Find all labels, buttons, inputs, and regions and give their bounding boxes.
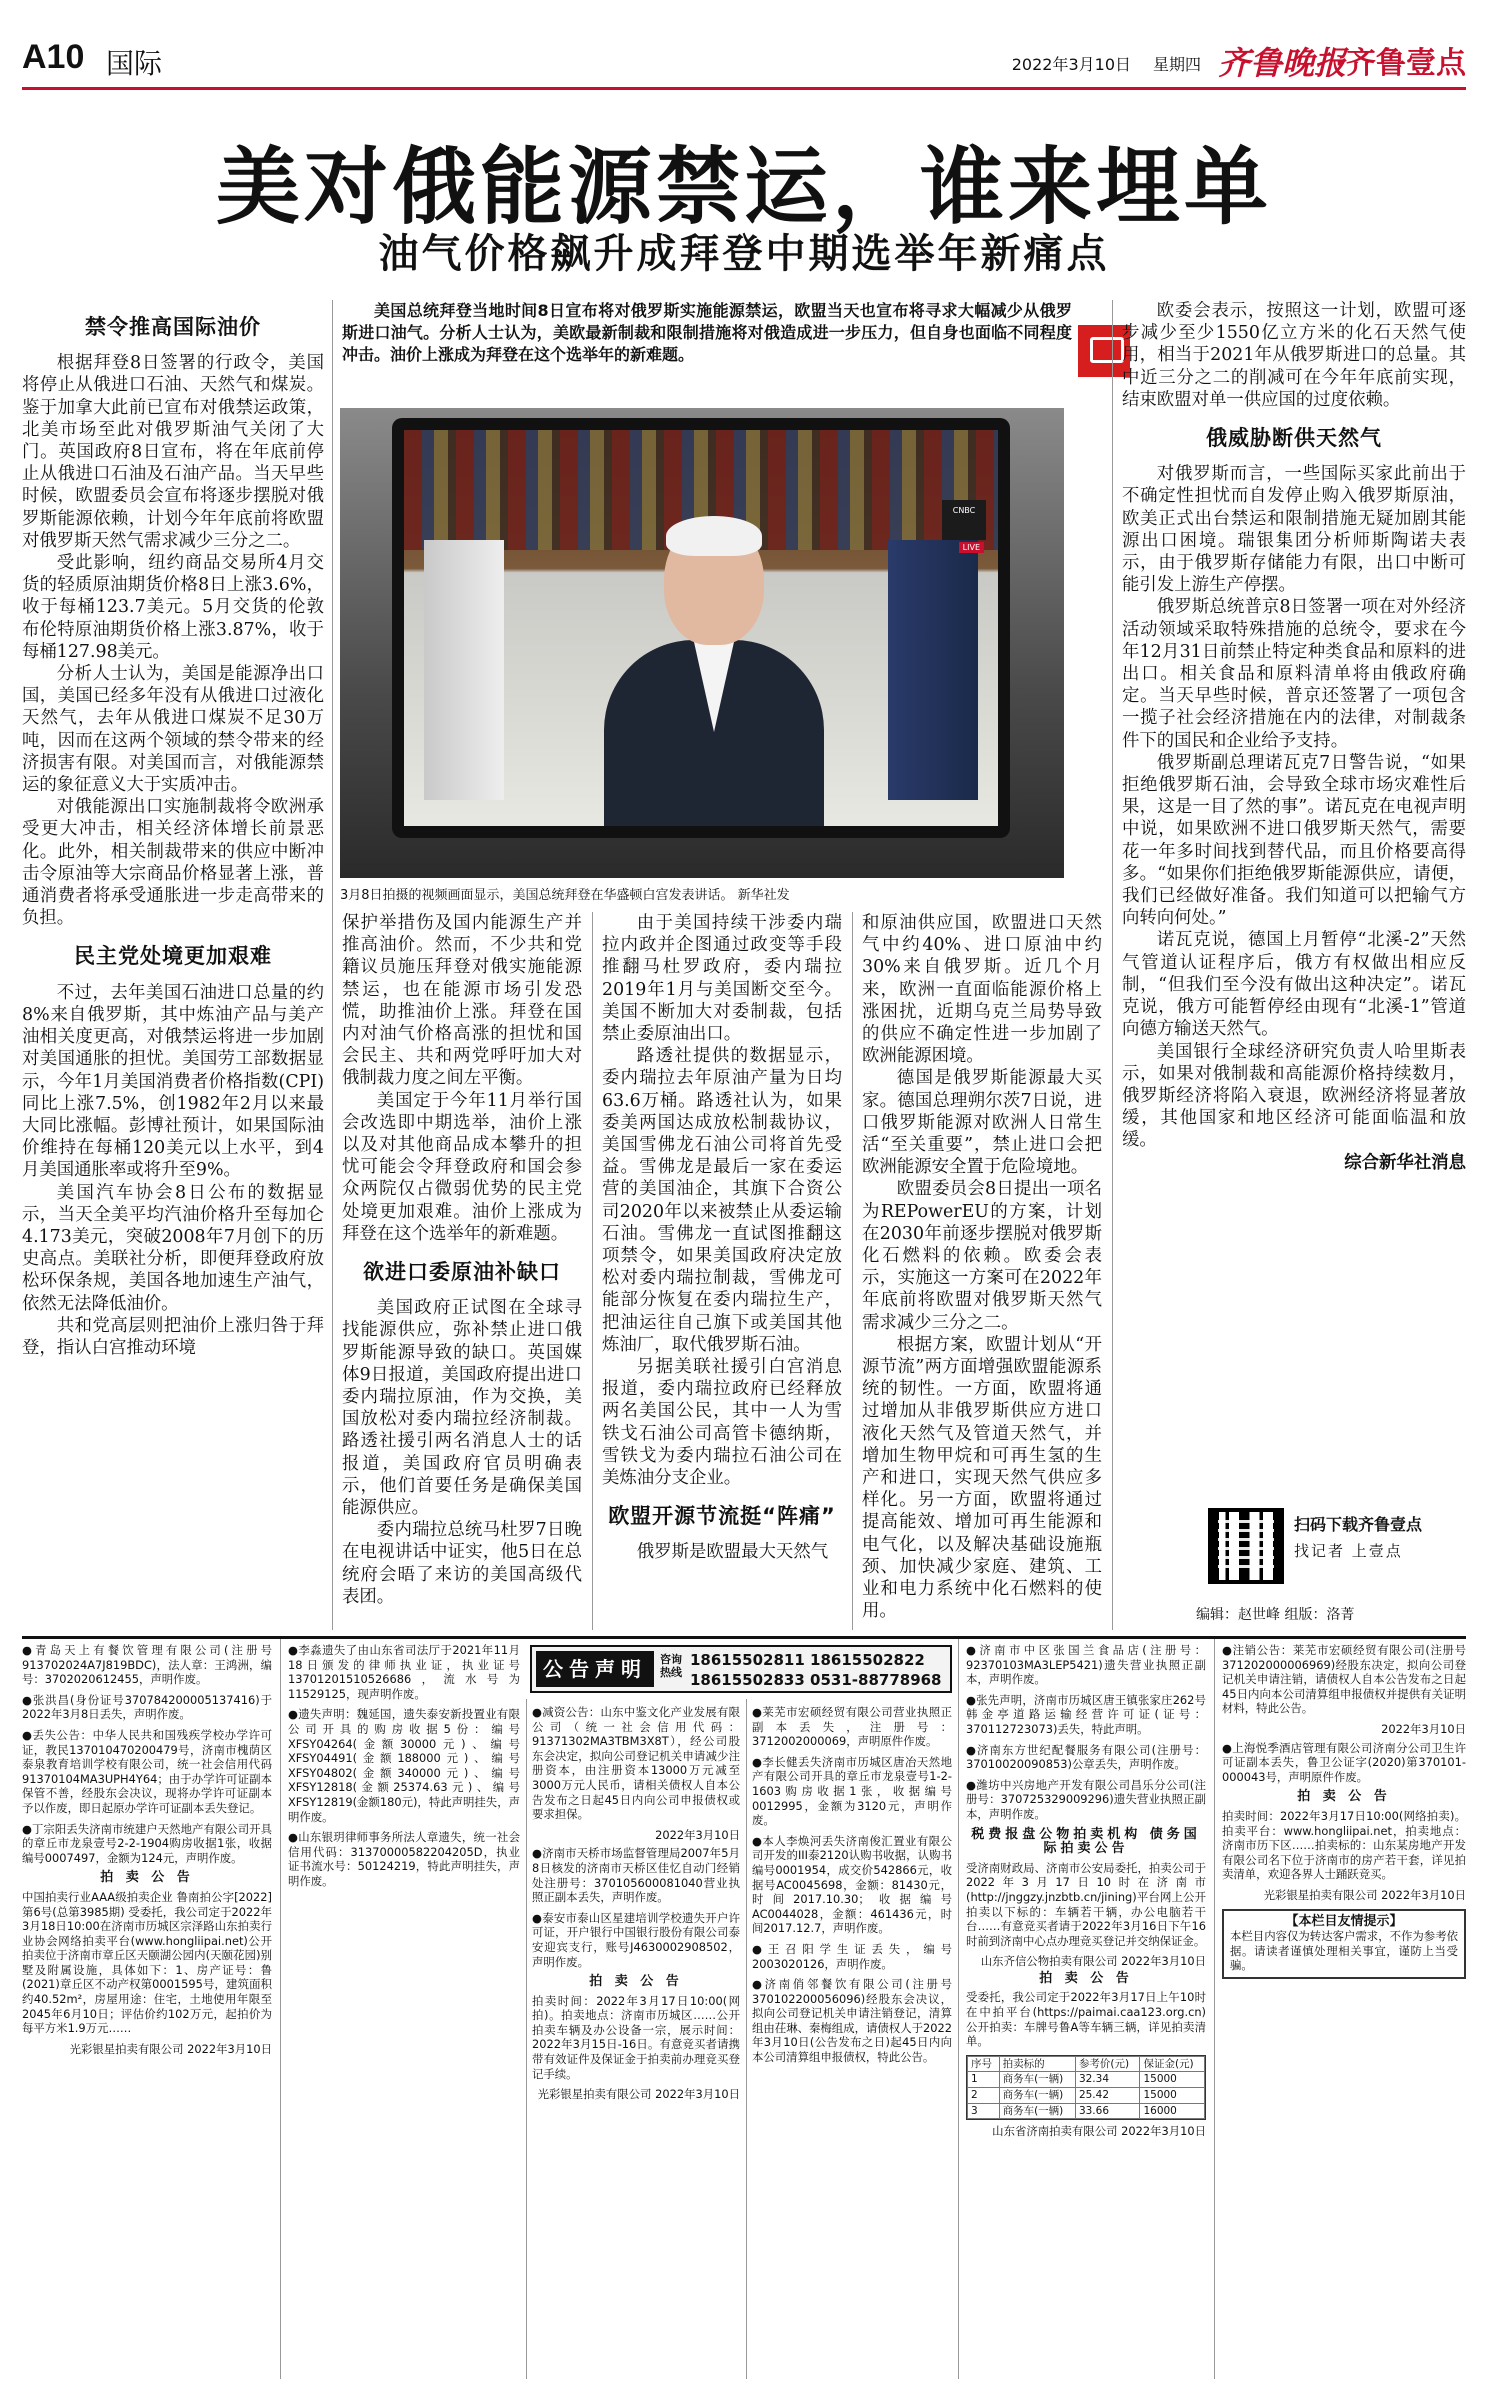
price-table-cell: 32.34 — [1075, 2072, 1140, 2088]
qr-code[interactable] — [1208, 1508, 1284, 1584]
paragraph: 不过，去年美国石油进口总量的约8%来自俄罗斯，其中炼油产品与美产油相关度更高，对俄禁运将进一步加剧对美国通胀的担忧。美国劳工部数据显示，今年1月美国消费者价格指数(CPI)同比上涨7.5%，创1982年2月以来最大同比涨幅。彭博社预计，如果国际油价维持在每桶120美元以上水平，到4月美国通胀率或将升至9%。 — [22, 982, 324, 1181]
paragraph: 美国定于今年11月举行国会改选即中期选举，油价上涨以及对其他商品成本攀升的担忧可能会令拜登政府和国会参众两院仅占微弱优势的民主党处境更加艰难。油价上涨成为拜登在这个选举年的新难题。 — [342, 1090, 582, 1244]
notice-item: ●注销公告：莱芜市宏硕经贸有限公司(注册号371202000006969)经股东决定，拟向公司登记机关申请注销，请债权人自本公告发布之日起45日内向本公司清算组申报债权并提供有关证明材料，特此公告。 — [1222, 1643, 1466, 1716]
section-heading: 欲进口委原油补缺口 — [363, 1260, 561, 1285]
notice-item: ●泰安市泰山区星建培训学校遗失开户许可证，开户银行中国银行股份有限公司泰安迎宾支行，账号J4630002908502，声明作废。 — [532, 1910, 740, 1969]
speaker-figure — [604, 520, 824, 826]
paragraph: 由于美国持续干涉委内瑞拉内政并企图通过政变等手段推翻马杜罗政府，委内瑞拉2019年1月与美国断交至今。美国不断加大对委制裁，包括禁止委原油出口。 — [602, 913, 842, 1045]
paragraph: 路透社提供的数据显示，委内瑞拉去年原油产量为日均63.6万桶。路透社认为，如果委美两国达成放松制裁协议，美国雪佛龙石油公司将首先受益。雪佛龙是最后一家在委运营的美国油企，其旗下合资公司2020年以来被禁止从委运输石油。雪佛龙一直试图推翻这项禁令，如果美国政府决定放松对委内瑞拉制裁，雪佛龙可能部分恢复在委内瑞拉生产，把油运往自己旗下或美国其他炼油厂，取代俄罗斯石油。 — [602, 1046, 842, 1355]
section-name: 国际 — [106, 47, 163, 80]
auction-title: 拍 卖 公 告 — [589, 1974, 683, 1990]
app-logo: ·齐鲁壹点 — [1334, 46, 1466, 81]
paragraph: 对俄罗斯而言，一些国际买家此前出于不确定性担忧而自发停止购入俄罗斯原油，欧美正式出台禁运和限制措施无疑加剧其能源出口困境。瑞银集团分析师斯陶诺夫表示，由于俄罗斯存储能力有限，出口中断可能引发上游生产停摆。 — [1122, 464, 1466, 596]
editor-credits: 编辑：赵世峰 组版：洛菁 — [1196, 1607, 1355, 1623]
article-column-2 — [342, 912, 582, 1630]
section-heading: 欧盟开源节流挺“阵痛” — [608, 1504, 836, 1529]
auction-signoff: 山东齐信公物拍卖有限公司 2022年3月10日 — [980, 1954, 1206, 1969]
auction-title: 拍 卖 公 告 — [1039, 1970, 1133, 1986]
section-heading: 禁令推高国际油价 — [85, 315, 261, 339]
notice-date: 2022年3月10日 — [655, 1827, 740, 1842]
price-table-cell: 参考价(元) — [1075, 2056, 1140, 2072]
notice-column-5 — [966, 1639, 1206, 2379]
auction-text: 受济南财政局、济南市公安局委托，拍卖公司于2022年3月17日10时在济南市(http://jnggzy.jnzbtb.cn/jining)平台网上公开拍卖以下标的：车辆若干辆，办公电脑若干台……有意竞买者请于2022年3月16日下午16时前到济南中心点办理竞买登记并交纳保证金。 — [966, 1860, 1206, 1948]
notice-item: ●济南俏邻餐饮有限公司(注册号370102200056096)经股东会决议，拟向公司登记机关申请注销登记，清算组由茌琳、秦梅组成，请债权人于2022年3月10日(公告发布之日)起45日内向本公司清算组申报债权，特此公告。 — [752, 1977, 952, 2065]
notice-column-6 — [1222, 1639, 1466, 2379]
auction-title: 拍 卖 公 告 — [1297, 1789, 1391, 1805]
article-column-5 — [1122, 300, 1466, 1496]
notice-item: ●王召阳学生证丢失，编号2003020126，声明作废。 — [752, 1941, 952, 1971]
newspaper-logo: 齐鲁晚报 — [1217, 44, 1346, 82]
price-table-cell: 15000 — [1140, 2072, 1205, 2088]
subheadline: 油气价格飙升成拜登中期选举年新痛点 — [378, 231, 1110, 277]
auction-text: 拍卖时间：2022年3月17日10:00(网拍)。拍卖地点：济南市历城区……公开拍卖车辆及办公设备一宗，展示时间：2022年3月15日-16日。有意竞买者请携带有效证件及保证金于拍卖前办理竞买登记手续。 — [532, 1993, 740, 2081]
auction-signoff: 光彩银星拍卖有限公司 2022年3月10日 — [69, 2041, 272, 2056]
column-divider — [852, 912, 853, 1630]
issue-weekday: 星期四 — [1152, 55, 1201, 74]
paragraph: 委内瑞拉总统马杜罗7日晚在电视讲话中证实，他5日在总统府会晤了来访的美国高级代表团。 — [342, 1520, 582, 1607]
column-divider — [1112, 300, 1113, 1630]
notice-item: ●丁宗阳丢失济南市统建户天然地产有限公司开具的章丘市龙泉壹号2-2-1904购房收据1张，收据编号0007497，金额为124元，声明作废。 — [22, 1821, 272, 1865]
price-table-cell: 序号 — [968, 2056, 1000, 2072]
price-table-row — [968, 2088, 1205, 2104]
notice-item: ●张先声明，济南市历城区唐王镇张家庄262号韩金亭道路运输经营许可证(证号：370112723073)丢失，特此声明。 — [966, 1692, 1206, 1736]
paragraph: 受此影响，纽约商品交易所4月交货的轻质原油期货价格8日上涨3.6%，收于每桶123.7美元。5月交货的伦敦布伦特原油期货价格上涨3.87%，收于每桶127.98美元。 — [22, 553, 324, 662]
paragraph: 俄罗斯副总理诺瓦克7日警告说，“如果拒绝俄罗斯石油，会导致全球市场灾难性后果，这是一目了然的事”。诺瓦克在电视声明中说，如果欧洲不进口俄罗斯天然气，需要花一年多时间找到替代品，而且价格要高得多。“如果你们拒绝俄罗斯能源供应，请便，我们已经做好准备。我们知道可以把输气方向转向何处。” — [1122, 752, 1466, 929]
price-table-cell: 16000 — [1140, 2103, 1205, 2119]
paragraph: 对俄能源出口实施制裁将令欧洲承受更大冲击，相关经济体增长前景恶化。此外，相关制裁带来的供应中断冲击令原油等大宗商品价格显著上涨，普通消费者将承受通胀进一步走高带来的负担。 — [22, 797, 324, 929]
paragraph: 另据美联社援引白宫消息报道，委内瑞拉政府已经释放两名美国公民，其中一人为雪铁戈石油公司高管卡德纳斯，雪铁戈为委内瑞拉石油公司在美炼油分支企业。 — [602, 1357, 842, 1489]
price-table-cell: 保证金(元) — [1140, 2056, 1205, 2072]
news-photo — [340, 408, 1064, 878]
flag — [888, 540, 978, 800]
price-table-cell: 拍卖标的 — [999, 2056, 1075, 2072]
video-screen — [404, 430, 998, 826]
article-lead: 美国总统拜登当地时间8日宣布将对俄罗斯实施能源禁运，欧盟当天也宣布将寻求大幅减少从俄罗斯进口油气。分析人士认为，美欧最新制裁和限制措施将对俄造成进一步压力，但自身也面临不同程度冲击。油价上涨成为拜登在这个选举年的新难题。 — [342, 301, 1072, 364]
auction-text: 受委托，我公司定于2022年3月17日上午10时在中拍平台(https://paimai.caa123.org.cn)公开拍卖：车牌号鲁A等车辆三辆，详见拍卖清单。 — [966, 1990, 1206, 2049]
price-table-cell: 25.42 — [1075, 2088, 1140, 2104]
hotline-phone: 18615502811 18615502822 — [690, 1651, 925, 1669]
classified-notices — [22, 1636, 1466, 2376]
notice-item: ●济南市天桥市场监督管理局2007年5月8日核发的济南市天桥区佳忆自动门经销处注册号：370105600081040营业执照正副本丢失，声明作废。 — [532, 1846, 740, 1905]
qr-caption: 扫码下载齐鲁壹点 — [1294, 1515, 1423, 1534]
qr-subcaption: 找记者 上壹点 — [1294, 1542, 1403, 1560]
paragraph: 美国政府正试图在全球寻找能源供应，弥补禁止进口俄罗斯能源导致的缺口。英国媒体9日报道，美国政府提出进口委内瑞拉原油，作为交换，美国放松对委内瑞拉经济制裁。路透社援引两名消息人士的话报道，美国政府官员明确表示，他们首要任务是确保美国能源供应。 — [342, 1298, 582, 1519]
notice-item: ●李淼遗失了由山东省司法厅于2021年11月18日颁发的律师执业证，执业证号13701201510526686，流水号为11529125，现声明作废。 — [288, 1643, 520, 1701]
section-heading: 民主党处境更加艰难 — [74, 944, 272, 969]
price-table-header — [968, 2056, 1205, 2072]
friendly-reminder-title: 【本栏目友情提示】 — [1285, 1913, 1403, 1929]
photo-caption: 3月8日拍摄的视频画面显示，美国总统拜登在华盛顿白宫发表讲话。 新华社发 — [340, 888, 790, 903]
notice-date: 2022年3月10日 — [1381, 1721, 1466, 1736]
issue-date: 2022年3月10日 — [1011, 55, 1131, 74]
page-number: A10 — [22, 38, 85, 76]
paragraph: 保护举措伤及国内能源生产并推高油价。然而，不少共和党籍议员施压拜登对俄实施能源禁运，也在能源市场引发恐慌，助推油价上涨。拜登在国内对油气价格高涨的担忧和国会民主、共和两党呼吁加大对俄制裁力度之间左平衡。 — [342, 913, 582, 1089]
notice-item: ●张洪昌(身份证号370784200005137416)于2022年3月8日丢失，声明作废。 — [22, 1692, 272, 1722]
monitor — [392, 418, 1010, 838]
paragraph: 俄罗斯总统普京8日签署一项在对外经济活动领域采取特殊措施的总统令，要求在今年12月31日前禁止特定种类食品和原料的进出口。相关食品和原料清单将由俄政府确定。当天早些时候，普京还签署了一项包含一揽子社会经济措施在内的法律，对制裁条件下的国民和企业给予支持。 — [1122, 597, 1466, 751]
auction-text: 中国拍卖行业AAA级拍卖企业 鲁南拍公字[2022]第6号(总第3985期) 受委托，我公司定于2022年3月18日10:00在济南市历城区宗泽路山东拍卖行业协会网络拍卖平台(www.hongliipai.net)公开拍卖位于济南市章丘区天颐湖公园内(天颐花园)别墅及附属设施，具体如下：1、房产证号：鲁(2021)章丘区不动产权第0001595号，建筑面积约40.52m²，房屋用途：住宅，土地使用年限至2045年6月10日；评估价约102万元，起拍价为每平方米1.9万元…… — [22, 1889, 272, 2036]
price-table — [966, 2055, 1206, 2120]
masthead — [22, 30, 1466, 90]
paragraph: 俄罗斯是欧盟最大天然气 — [636, 1542, 829, 1563]
price-table-row — [968, 2103, 1205, 2119]
article-column-3 — [602, 912, 842, 1630]
column-divider — [332, 300, 333, 1630]
notice-item: ●山东银玥律师事务所法人章遗失，统一社会信用代码：31370000582204205D，执业证书流水号：50124219，特此声明挂失，声明作废。 — [288, 1830, 520, 1888]
notice-column-4 — [752, 1701, 952, 2379]
flag — [424, 540, 504, 800]
paragraph: 诺瓦克说，德国上月暂停“北溪-2”天然气管道认证程序后，俄方有权做出相应反制，“但我们至今没有做出这种决定”。诺瓦克说，俄方可能暂停经由现有“北溪-1”管道向德方输送天然气。 — [1122, 930, 1466, 1040]
notice-banner-title: 公告声明 — [536, 1651, 654, 1687]
notice-item: ●减资公告：山东中鉴文化产业发展有限公司（统一社会信用代码：91371302MA3TBM3X8T），经公司股东会决定，拟向公司登记机关申请减少注册资本，由注册资本13000万元减至3000万元人民币，请相关债权人自本公告发布之日起45日内向公司申报债权或要求担保。 — [532, 1705, 740, 1822]
price-table-cell: 商务车(一辆) — [999, 2088, 1075, 2104]
notice-item: ●遗失声明：魏延国，遗失泰安新投置业有限公司开具的购房收据5份：编号XFSY04264(金额30000元)、编号XFSY04491(金额188000元)、编号XFSY04802(金额340000元)、编号XFSY12818(金额25374.63元)、编号XFSY12819(金额180元)，特此声明挂失，声明作废。 — [288, 1707, 520, 1824]
paragraph: 分析人士认为，美国是能源净出口国，美国已经多年没有从俄进口过液化天然气，去年从俄进口煤炭不足30万吨，因而在这两个领域的禁令带来的经济损害有限。对美国而言，对俄能源禁运的象征意义大于实质冲击。 — [22, 664, 324, 796]
notice-item: ●青岛天上有餐饮管理有限公司(注册号913702024A7J819BDC)，法人章：王鸿洲，编号：3702020612455，声明作废。 — [22, 1643, 272, 1687]
price-table-cell: 33.66 — [1075, 2103, 1140, 2119]
paragraph: 根据拜登8日签署的行政令，美国将停止从俄进口石油、天然气和煤炭。鉴于加拿大此前已宣布对俄禁运政策，北美市场至此对俄罗斯油气关闭了大门。英国政府8日宣布，将在年底前停止从俄进口石油及石油产品。当天早些时候，欧盟委员会宣布将逐步摆脱对俄罗斯能源依赖，计划今年年底前将欧盟对俄罗斯天然气需求减少三分之二。 — [22, 353, 324, 551]
section-heading: 俄威胁断供天然气 — [1206, 426, 1382, 451]
price-table-cell: 商务车(一辆) — [999, 2103, 1075, 2119]
paragraph: 和原油供应国，欧盟进口天然气中约40%、进口原油中约30%来自俄罗斯。近几个月来，欧洲一直面临能源价格上涨困扰，近期乌克兰局势导致的供应不确定性进一步加剧了欧洲能源困境。 — [862, 913, 1102, 1067]
headline: 美对俄能源禁运，谁来埋单 — [215, 138, 1272, 236]
notice-column-3 — [532, 1701, 740, 2379]
notice-item: ●潍坊中兴房地产开发有限公司昌乐分公司(注册号：370725329009296)遗失营业执照正副本，声明作废。 — [966, 1777, 1206, 1821]
article-column-4 — [862, 912, 1102, 1630]
notice-banner — [530, 1645, 952, 1693]
hotline-phone: 18615502833 0531-88778968 — [690, 1671, 942, 1689]
notice-item: ●丢失公告：中华人民共和国残疾学校办学许可证，教民137010470200479号，济南市槐荫区泰泉教育培训学校有限公司，统一社会信用代码91370104MA3UPH4Y64；由于办学许可证副本保管不善，经股东会决议，现将办学许可证副本予以作废，即日起原办学许可证副本丢失登记。 — [22, 1727, 272, 1815]
byline: 综合新华社消息 — [1344, 1152, 1466, 1173]
auction-signoff: 光彩银星拍卖有限公司 2022年3月10日 — [537, 2087, 740, 2102]
notice-item: ●上海悦季酒店管理有限公司济南分公司卫生许可证副本丢失，鲁卫公证字(2020)第370101-000043号，声明原件作废。 — [1222, 1740, 1466, 1784]
price-table-row — [968, 2072, 1205, 2088]
auction-title: 拍 卖 公 告 — [100, 1870, 194, 1886]
price-table-cell: 1 — [968, 2072, 1000, 2088]
price-table-cell: 3 — [968, 2103, 1000, 2119]
notice-item: ●本人李焕河丢失济南俊汇置业有限公司开发的III泰2120认购书收据，认购书编号0001954，成交价542866元，收据号AC0045698，金额：81430元，时间2017.10.30；收据编号AC0044028，金额：461436元，时间2017.12.7，声明作废。 — [752, 1833, 952, 1936]
hotline-label: 咨询热线 — [660, 1653, 682, 1679]
notice-column-2 — [288, 1639, 520, 2379]
notice-item: ●济南东方世纪配餐服务有限公司(注册号：37010020090853)公章丢失，声明作废。 — [966, 1742, 1206, 1772]
paragraph: 美国汽车协会8日公布的数据显示，当天全美平均汽油价格升至每加仑4.173美元，突破2008年7月创下的历史高点。美联社分析，即便拜登政府放松环保条规，美国各地加速生产油气，依然无法降低油价。 — [22, 1182, 324, 1314]
column-divider — [592, 912, 593, 1630]
auction-signoff: 山东省济南拍卖有限公司 2022年3月10日 — [992, 2124, 1206, 2139]
friendly-reminder-box — [1222, 1909, 1466, 1979]
price-table-cell: 商务车(一辆) — [999, 2072, 1075, 2088]
auction-text: 拍卖时间：2022年3月17日10:00(网络拍卖)。拍卖平台：www.hongliipai.net，拍卖地点：济南市历下区……拍卖标的：山东某房地产开发有限公司名下位于济南市的房产若干套，详见拍卖清单，欢迎各界人士踊跃竞买。 — [1222, 1808, 1466, 1882]
notice-item: ●济南市中区张国兰食品店(注册号：92370103MA3LEP5421)遗失营业执照正副本，声明作废。 — [966, 1643, 1206, 1687]
paragraph: 欧盟委员会8日提出一项名为REPowerEU的方案，计划在2030年前逐步摆脱对俄罗斯化石燃料的依赖。欧委会表示，实施这一方案可在2022年年底前将欧盟对俄罗斯天然气需求减少三分之二。 — [862, 1179, 1102, 1333]
paragraph: 根据方案，欧盟计划从“开源节流”两方面增强欧盟能源系统的韧性。一方面，欧盟将通过增加从非俄罗斯供应方进口液化天然气及管道天然气，并增加生物甲烷和可再生氢的生产和进口，实现天然气供应多样化。另一方面，欧盟将通过提高能效、增加可再生能源和电气化，以及解决基础设施瓶颈、加快减少家庭、建筑、工业和电力系统中化石燃料的使用。 — [862, 1334, 1102, 1622]
price-table-cell: 15000 — [1140, 2088, 1205, 2104]
auction-title: 税费报盘公物拍卖机构 债务国际拍卖公告 — [971, 1826, 1201, 1857]
auction-signoff: 光彩银星拍卖有限公司 2022年3月10日 — [1263, 1887, 1466, 1902]
paragraph: 共和党高层则把油价上涨归咎于拜登，指认白宫推动环境 — [22, 1315, 324, 1358]
notice-item: ●李长健丢失济南市历城区唐冶天然地产有限公司开具的章丘市龙泉壹号1-2-1603购房收据1张，收据编号0012995，金额为3120元，声明作废。 — [752, 1754, 952, 1828]
live-badge: LIVE — [959, 542, 984, 553]
notice-column-1 — [22, 1639, 272, 2379]
paragraph: 德国是俄罗斯能源最大买家。德国总理朔尔茨7日说，进口俄罗斯能源对欧洲人日常生活“至关重要”，禁止进口会把欧洲能源安全置于危险境地。 — [862, 1068, 1102, 1178]
article-column-1 — [22, 300, 324, 1630]
paragraph: 美国银行全球经济研究负责人哈里斯表示，如果对俄制裁和高能源价格持续数月，俄罗斯经济将陷入衰退，欧洲经济将显著放缓，其他国家和地区经济可能面临温和放缓。 — [1122, 1041, 1466, 1151]
paragraph: 欧委会表示，按照这一计划，欧盟可逐步减少至少1550亿立方米的化石天然气使用，相当于2021年从俄罗斯进口的总量。其中近三分之二的削减可在今年年底前实现，结束欧盟对单一供应国的过度依赖。 — [1122, 301, 1466, 410]
notice-item: ●莱芜市宏硕经贸有限公司营业执照正副本丢失，注册号：3712002000069，声明原件作废。 — [752, 1705, 952, 1749]
friendly-reminder-text: 本栏目内容仅为转达客户需求，不作为参考依据。请读者谨慎处理相关事宜，谨防上当受骗。 — [1230, 1929, 1458, 1973]
price-table-cell: 2 — [968, 2088, 1000, 2104]
tv-logo: CNBC — [942, 500, 986, 540]
